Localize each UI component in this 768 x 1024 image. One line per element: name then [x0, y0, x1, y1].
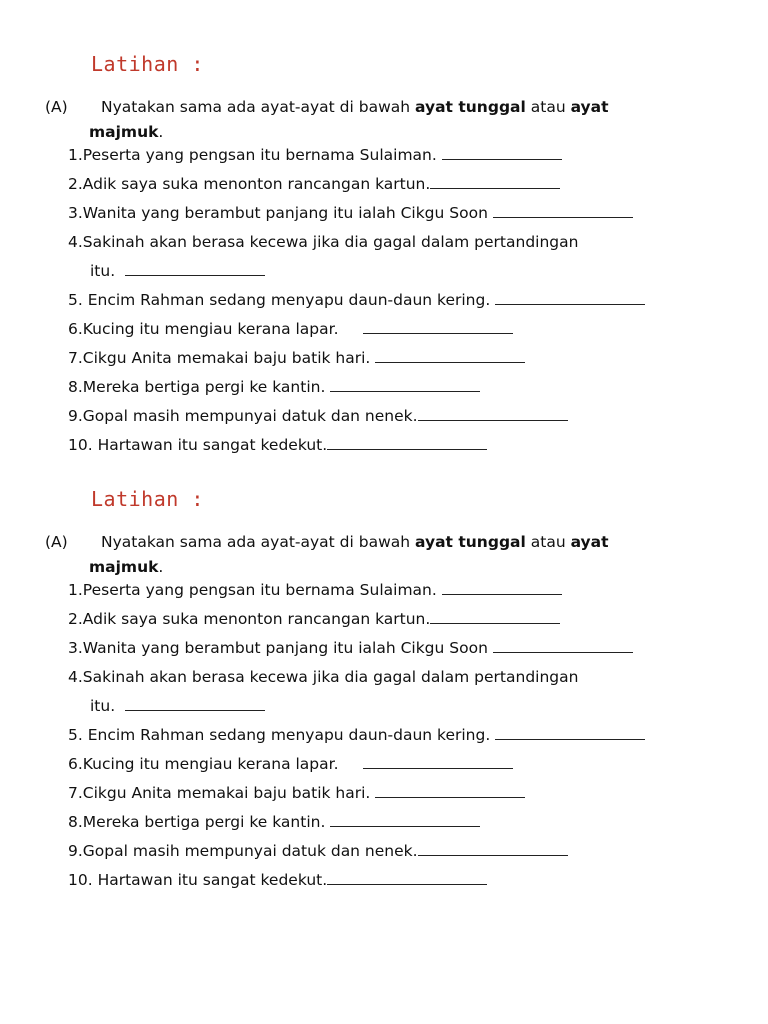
list-item: 7.Cikgu Anita memakai baju batik hari. [68, 347, 525, 369]
list-item: 1.Peserta yang pengsan itu bernama Sulaiman. [68, 144, 562, 166]
answer-blank[interactable] [125, 260, 265, 276]
list-item: 5. Encim Rahman sedang menyapu daun-daun kering. [68, 724, 645, 746]
question-marker: (A) [45, 98, 68, 116]
list-item: 1.Peserta yang pengsan itu bernama Sulaiman. [68, 579, 562, 601]
answer-blank[interactable] [375, 782, 525, 798]
list-item: 2.Adik saya suka menonton rancangan kartun. [68, 173, 560, 195]
list-item: 2.Adik saya suka menonton rancangan kartun. [68, 608, 560, 630]
list-item: 8.Mereka bertiga pergi ke kantin. [68, 376, 480, 398]
answer-blank[interactable] [493, 202, 633, 218]
instruction-text: (A) Nyatakan sama ada ayat-ayat di bawah ayat tunggal atau ayat majmuk. [45, 530, 609, 580]
section-title: Latihan : [91, 52, 204, 76]
answer-blank[interactable] [430, 173, 560, 189]
answer-blank[interactable] [363, 318, 513, 334]
answer-blank[interactable] [330, 376, 480, 392]
answer-blank[interactable] [327, 434, 487, 450]
list-item-continuation: itu. [90, 695, 265, 717]
answer-blank[interactable] [430, 608, 560, 624]
answer-blank[interactable] [493, 637, 633, 653]
list-item: 10. Hartawan itu sangat kedekut. [68, 869, 487, 891]
answer-blank[interactable] [418, 840, 568, 856]
answer-blank[interactable] [363, 753, 513, 769]
list-item-continuation: itu. [90, 260, 265, 282]
section-title: Latihan : [91, 487, 204, 511]
list-item: 9.Gopal masih mempunyai datuk dan nenek. [68, 405, 568, 427]
answer-blank[interactable] [442, 144, 562, 160]
list-item: 5. Encim Rahman sedang menyapu daun-daun kering. [68, 289, 645, 311]
list-item: 8.Mereka bertiga pergi ke kantin. [68, 811, 480, 833]
answer-blank[interactable] [442, 579, 562, 595]
answer-blank[interactable] [327, 869, 487, 885]
instruction-text: (A) Nyatakan sama ada ayat-ayat di bawah ayat tunggal atau ayat majmuk. [45, 95, 609, 145]
list-item: 6.Kucing itu mengiau kerana lapar. [68, 318, 513, 340]
answer-blank[interactable] [418, 405, 568, 421]
list-item: 9.Gopal masih mempunyai datuk dan nenek. [68, 840, 568, 862]
answer-blank[interactable] [375, 347, 525, 363]
list-item: 6.Kucing itu mengiau kerana lapar. [68, 753, 513, 775]
answer-blank[interactable] [495, 724, 645, 740]
question-marker: (A) [45, 533, 68, 551]
answer-blank[interactable] [330, 811, 480, 827]
list-item: 10. Hartawan itu sangat kedekut. [68, 434, 487, 456]
list-item: 4.Sakinah akan berasa kecewa jika dia gagal dalam pertandingan [68, 668, 579, 686]
list-item: 3.Wanita yang berambut panjang itu ialah Cikgu Soon [68, 202, 633, 224]
answer-blank[interactable] [125, 695, 265, 711]
list-item: 3.Wanita yang berambut panjang itu ialah Cikgu Soon [68, 637, 633, 659]
answer-blank[interactable] [495, 289, 645, 305]
list-item: 4.Sakinah akan berasa kecewa jika dia gagal dalam pertandingan [68, 233, 579, 251]
list-item: 7.Cikgu Anita memakai baju batik hari. [68, 782, 525, 804]
